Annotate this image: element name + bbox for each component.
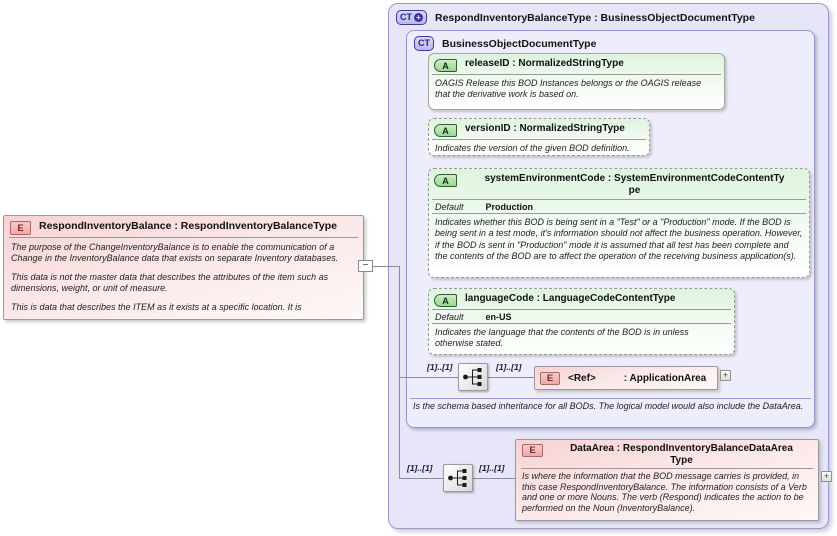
attribute-title: releaseID : NormalizedStringType <box>465 58 624 69</box>
annotation-paragraph: The purpose of the ChangeInventoryBalance is to enable the communication of a Change in the InventoryBalance data that exists on separate Inventory databases. <box>11 242 339 263</box>
default-label: Default <box>435 202 464 212</box>
annotation-paragraph: This data is not the master data that describes the attributes of the item such as dimensions, weight, or unit of measure. <box>11 272 329 293</box>
connector-line <box>400 478 443 479</box>
attribute-default-row <box>432 199 806 213</box>
ct-badge-label: CT <box>400 12 412 22</box>
cardinality-label: [1]..[1] <box>407 463 433 473</box>
sequence-glyph <box>444 465 472 491</box>
complextype-derived-badge-icon <box>396 10 427 25</box>
attribute-languagecode[interactable] <box>428 288 735 355</box>
connector-line <box>373 266 399 267</box>
inner-panel-header <box>407 31 814 51</box>
sequence-glyph <box>459 364 487 390</box>
element-annotation <box>4 238 363 317</box>
attribute-badge-icon: A <box>434 124 457 137</box>
attribute-systemenvironmentcode[interactable] <box>428 168 810 278</box>
outer-panel-title: RespondInventoryBalanceType : BusinessObjectDocumentType <box>435 11 755 24</box>
inner-panel-annotation-divider <box>410 398 811 399</box>
connector-line <box>400 377 458 378</box>
ref-label: <Ref> <box>568 372 596 384</box>
element-badge-icon: E <box>540 372 560 385</box>
attribute-title: versionID : NormalizedStringType <box>465 123 625 134</box>
sequence-compositor-icon[interactable] <box>443 464 473 492</box>
inner-panel-annotation: Is the schema based inheritance for all BODs. The logical model would also include the DataArea. <box>413 401 804 411</box>
plus-circle-icon: + <box>414 13 423 22</box>
inner-panel-title: BusinessObjectDocumentType <box>442 37 597 50</box>
connector-line <box>488 377 534 378</box>
complextype-badge-icon <box>414 36 434 51</box>
element-badge-icon: E <box>10 221 31 235</box>
element-applicationarea-ref[interactable] <box>534 366 718 390</box>
connector-line <box>473 478 516 479</box>
attribute-annotation: OAGIS Release this BOD Instances belongs or the OAGIS release that the derivative work is based on. <box>432 74 721 104</box>
connector-line <box>399 266 400 479</box>
expand-button[interactable]: + <box>821 471 832 482</box>
default-value: en-US <box>485 312 512 322</box>
attribute-badge-icon: A <box>434 174 457 187</box>
expand-button[interactable]: + <box>720 370 731 381</box>
element-badge-icon: E <box>522 444 543 457</box>
collapse-handle[interactable]: − <box>358 260 373 272</box>
attribute-badge-icon: A <box>434 294 457 307</box>
element-respondinventorybalance[interactable] <box>3 215 364 320</box>
default-value: Production <box>485 202 534 212</box>
attribute-annotation: Indicates the language that the contents of the BOD is in unless otherwise stated. <box>432 323 731 353</box>
outer-panel-header <box>389 4 828 25</box>
element-annotation: Is where the information that the BOD message carries is provided, in this case RespondInventoryBalance. The information consists of a Verb and one or more Nouns. The verb (Respond) indicates the action to be performed on the Noun (InventoryBalance). <box>522 471 807 513</box>
ref-type-label: : ApplicationArea <box>623 372 707 384</box>
attribute-default-row <box>432 309 731 323</box>
attribute-releaseid[interactable] <box>428 53 725 110</box>
element-title: DataArea : RespondInventoryBalanceDataArea Type <box>570 443 793 466</box>
element-dataarea[interactable] <box>515 439 819 521</box>
element-title: RespondInventoryBalance : RespondInventoryBalanceType <box>39 220 337 232</box>
attribute-versionid[interactable] <box>428 118 650 156</box>
sequence-compositor-icon[interactable] <box>458 363 488 391</box>
default-label: Default <box>435 312 464 322</box>
annotation-paragraph: This is data that describes the ITEM as it exists at a specific location. It is <box>11 302 302 312</box>
cardinality-label: [1]..[1] <box>427 362 453 372</box>
attribute-badge-icon: A <box>434 59 457 72</box>
attribute-title: systemEnvironmentCode : SystemEnvironmentCodeContentTy pe <box>484 173 785 196</box>
attribute-annotation: Indicates the version of the given BOD definition. <box>432 139 646 156</box>
cardinality-label: [1]..[1] <box>496 362 522 372</box>
cardinality-label: [1]..[1] <box>479 463 505 473</box>
attribute-annotation: Indicates whether this BOD is being sent in a "Test" or a "Production" mode. If the BOD is being sent in a test mode, it's information should not affect the business operation. However, if the BOD is sent in "Production" mode it is assumed that all test has been complete and the contents of the BOD are to affect the operation of the receiving business application(s). <box>432 213 806 265</box>
attribute-title: languageCode : LanguageCodeContentType <box>465 293 676 304</box>
ct-badge-label: CT <box>418 38 430 48</box>
